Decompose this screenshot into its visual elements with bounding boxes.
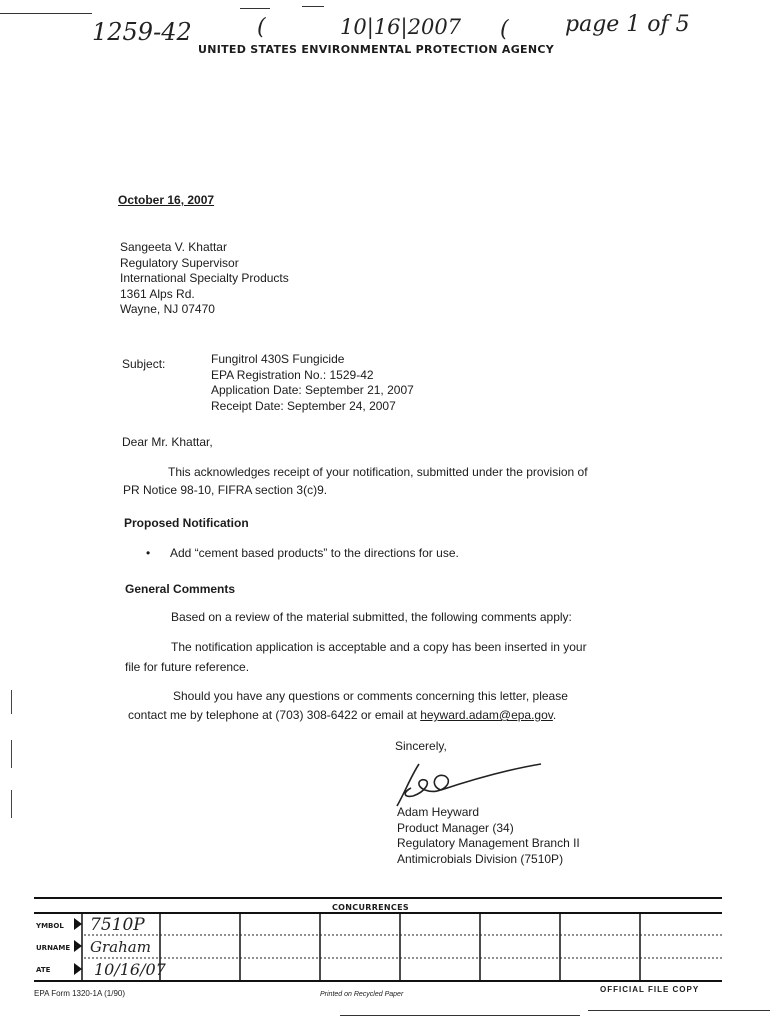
questions-line-1: Should you have any questions or comments concerning this letter, please: [173, 689, 568, 703]
handwritten-concurrence-date: 10/16/07: [94, 960, 166, 979]
recipient-street: 1361 Alps Rd.: [120, 286, 195, 301]
bullet-marker: •: [146, 546, 151, 560]
signer-division: Antimicrobials Division (7510P): [397, 851, 564, 866]
intro-line-2: PR Notice 98-10, FIFRA section 3(c)9.: [123, 483, 328, 497]
salutation: Dear Mr. Khattar,: [122, 435, 213, 449]
signer-branch: Regulatory Management Branch II: [397, 836, 580, 850]
closing: Sincerely,: [395, 739, 447, 753]
scan-rule: [0, 13, 92, 14]
subject-label: Subject:: [122, 357, 166, 371]
signer-name: Adam Heyward: [397, 805, 480, 819]
subject-receipt-date: Receipt Date: September 24, 2007: [211, 398, 396, 413]
signer-block: [397, 805, 580, 867]
official-copy: OFFICIAL FILE COPY: [600, 985, 700, 994]
recipient-title: Regulatory Supervisor: [120, 255, 239, 270]
handwritten-paren: (: [257, 15, 266, 40]
questions-line-2-text: contact me by telephone at (703) 308-6422 or email at: [128, 708, 421, 722]
acceptable-line-1: The notification application is acceptable and a copy has been inserted in your: [171, 640, 587, 654]
scan-rule: [302, 6, 324, 7]
acceptable-line-2: file for future reference.: [125, 660, 250, 674]
recipient-name: Sangeeta V. Khattar: [120, 240, 227, 254]
concurrences-title: CONCURRENCES: [332, 903, 409, 912]
row-label-date: ATE: [36, 966, 51, 974]
letter-date: October 16, 2007: [118, 193, 215, 207]
subject-application-date: Application Date: September 21, 2007: [211, 383, 414, 397]
scan-mark: [11, 790, 12, 818]
row-label-surname: URNAME: [36, 944, 71, 952]
handwritten-date: 10|16|2007: [340, 15, 462, 39]
scan-rule: [240, 8, 270, 9]
handwritten-symbol: 7510P: [90, 915, 145, 935]
handwritten-surname: Graham: [90, 938, 151, 956]
handwritten-page: page 1 of 5: [565, 12, 690, 37]
recipient-company: International Specialty Products: [120, 271, 289, 285]
agency-name: UNITED STATES ENVIRONMENTAL PROTECTION AGENCY: [198, 43, 554, 56]
questions-line-2: [128, 708, 556, 724]
handwritten-paren: (: [500, 17, 509, 42]
handwritten-reg-no: 1259-42: [92, 18, 192, 46]
row-label-symbol: YMBOL: [36, 922, 64, 930]
review-line: Based on a review of the material submitted, the following comments apply:: [171, 610, 572, 624]
email-link[interactable]: heyward.adam@epa.gov: [420, 708, 553, 722]
signature-image: [385, 752, 545, 812]
subject-registration: EPA Registration No.: 1529-42: [211, 367, 374, 382]
scan-rule: [588, 1010, 770, 1011]
form-number: EPA Form 1320-1A (1/90): [34, 989, 126, 998]
intro-line-1: This acknowledges receipt of your notification, submitted under the provision of: [168, 465, 588, 479]
bullet-text: Add “cement based products” to the directions for use.: [170, 546, 459, 560]
scan-mark: [11, 740, 12, 768]
signer-title: Product Manager (34): [397, 820, 514, 835]
general-heading: General Comments: [125, 582, 236, 596]
recipient-city: Wayne, NJ 07470: [120, 302, 215, 316]
subject-lines: [211, 352, 414, 414]
recipient-address: [120, 240, 289, 318]
proposed-heading: Proposed Notification: [124, 516, 249, 530]
questions-line-2-end: .: [552, 708, 557, 722]
scan-mark: [11, 690, 12, 714]
subject-product: Fungitrol 430S Fungicide: [211, 352, 345, 366]
printed-note: Printed on Recycled Paper: [320, 991, 404, 998]
scan-rule: [340, 1015, 580, 1016]
